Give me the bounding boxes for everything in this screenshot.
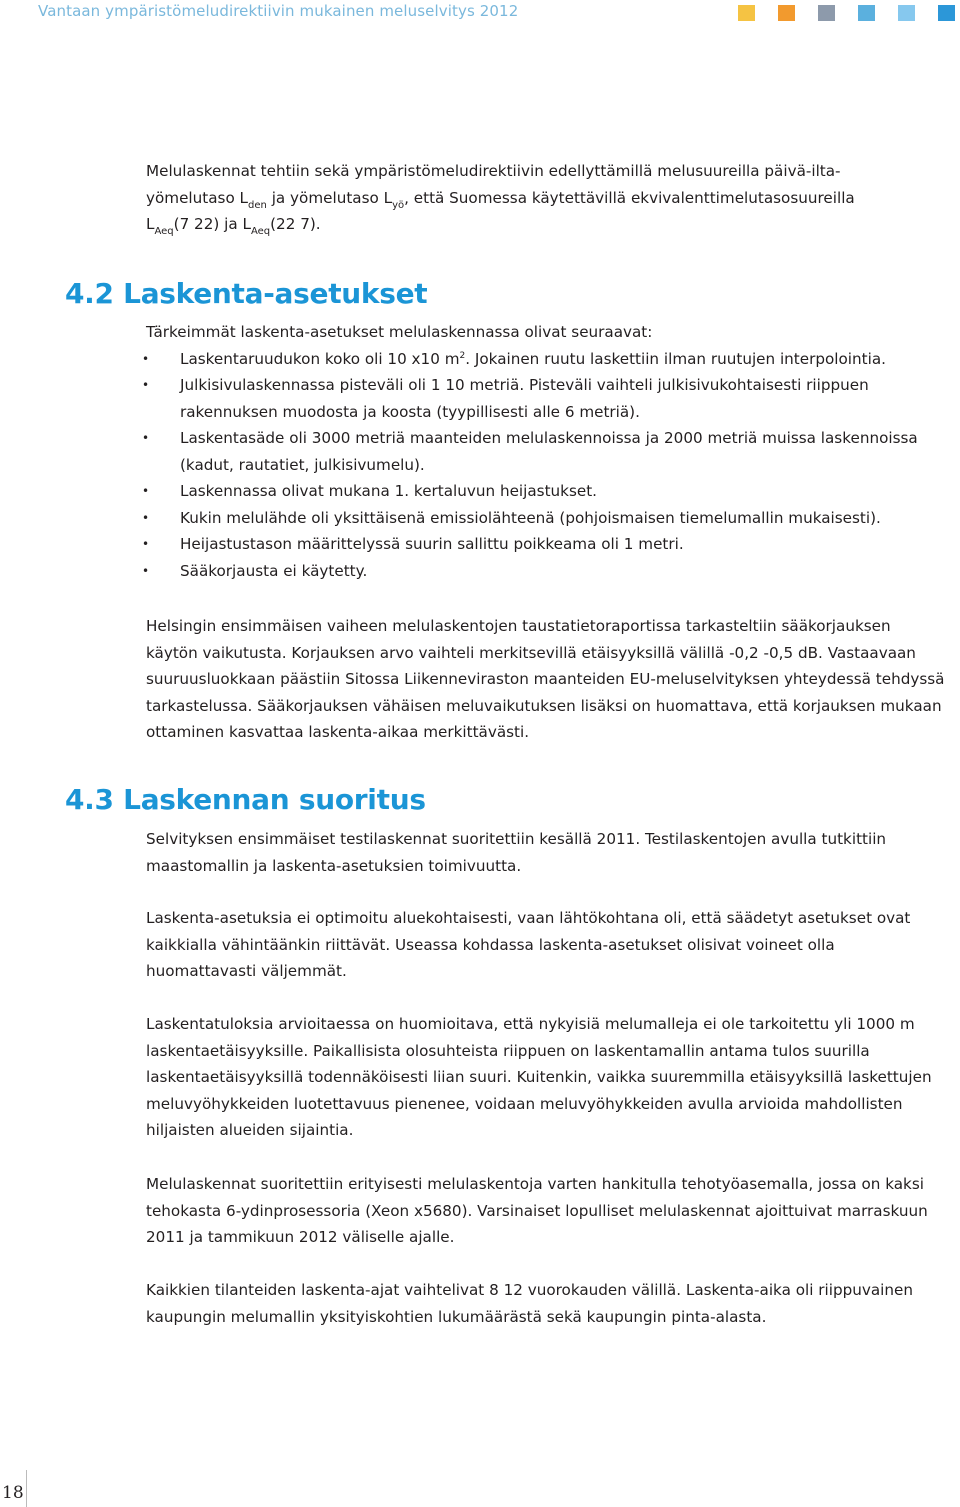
list-item: • Laskentasäde oli 3000 metriä maanteiden melulaskennoissa ja 2000 metriä muissa laskennoissa (kadut, rautatiet, julkisivumelu). [146,425,946,478]
header-square-6 [938,5,955,21]
header-square-2 [778,5,795,21]
paragraph-3: Laskentatuloksia arvioitaessa on huomioitava, että nykyisiä melumalleja ei ole tarkoitettu yli 1000 m laskentaetäisyyksille. Paikallisista olosuhteista riippuen on laskentamallin antama tulos suurilla laskentaetäisyyksillä todennäköisesti liian suuri. Kuitenkin, vaikka suuremmilla etäisyyksillä laskettujen meluvyöhykkeiden luotettavuus pienenee, voidaan meluvyöhykkeiden avulla arvioida mahdollisten hiljaisten alueiden sijaintia. [146,1015,932,1139]
header-square-1 [738,5,755,21]
list-item: • Laskentaruudukon koko oli 10 x10 $m^2$. Jokainen ruutu laskettiin ilman ruutujen interpolointia. [146,346,946,373]
section-heading-4-2: 4.2 Laskenta-asetukset [65,277,428,310]
list-item: • Laskennassa olivat mukana 1. kertaluvun heijastukset. [146,478,946,505]
list-item: • Kukin melulähde oli yksittäisenä emissiolähteenä (pohjoismaisen tiemelumallin mukaisesti). [146,505,946,532]
page-number: 18 [2,1483,24,1503]
list-item: • Heijastustason määrittelyssä suurin sallittu poikkeama oli 1 metri. [146,531,946,558]
paragraph-5: Kaikkien tilanteiden laskenta-ajat vaihtelivat 8 12 vuorokauden välillä. Laskenta-aika oli riippuvainen kaupungin melumallin yksityiskohtien lukumäärästä sekä kaupungin pinta-alasta. [146,1281,913,1326]
page-number-divider [26,1470,27,1507]
header-square-3 [818,5,835,21]
paragraph-4: Melulaskennat suoritettiin erityisesti melulaskentoja varten hankitulla tehotyöasemalla, jossa on kaksi tehokasta 6-ydinprosessoria (Xeon x5680). Varsinaiset lopulliset melulaskennat ajoittuivat marraskuun 2011 ja tammikuun 2012 väliselle ajalle. [146,1175,928,1246]
paragraph-1: Selvityksen ensimmäiset testilaskennat suoritettiin kesällä 2011. Testilaskentojen avulla tutkittiin maastomallin ja laskenta-asetuksien toimivuutta. [146,830,887,875]
section-lead: Tärkeimmät laskenta-asetukset melulaskennassa olivat seuraavat: [146,323,653,341]
list-item: • Julkisivulaskennassa pisteväli oli 1 10 metriä. Pisteväli vaihteli julkisivukohtaisesti riippuen rakennuksen muodosta ja koosta (tyypillisesti alle 6 metriä). [146,372,946,425]
section-4-2-body [146,319,946,584]
header-square-4 [858,5,875,21]
header-color-squares [0,5,960,23]
list-item: • Sääkorjausta ei käytetty. [146,558,946,585]
paragraph-2: Laskenta-asetuksia ei optimoitu aluekohtaisesti, vaan lähtökohtana oli, että säädetyt asetukset ovat kaikkialla vähintäänkin riittävät. Useassa kohdassa laskenta-asetukset olisivat voineet olla huomattavasti väljemmät. [146,909,911,980]
section-heading-4-3: 4.3 Laskennan suoritus [65,783,426,816]
intro-paragraph: Melulaskennat tehtiin sekä ympäristömeludirektiivin edellyttämillä melusuureilla päivä-ilta- yömelutaso $L_{den}$ ja yömelutaso $L_{yö}$, että Suomessa käytettävillä ekvivalenttimelutasosuureilla $L_{Aeq}(7$ 22) ja $L_{Aeq}(22$ 7). [146,162,855,237]
intro-line-1: Melulaskennat tehtiin sekä ympäristömeludirektiivin edellyttämillä melusuureilla päivä-ilta- [146,162,841,180]
weather-correction-paragraph: Helsingin ensimmäisen vaiheen melulaskentojen taustatietoraportissa tarkasteltiin sääkorjauksen käytön vaikutusta. Korjauksen arvo vaihteli merkitsevillä etäisyyksillä välillä -0,2 -0,5 dB. Vastaavaan suuruusluokkaan päästiin Sitossa Liikenneviraston maanteiden EU-meluselvityksen yhteydessä tehdyssä tarkastelussa. Sääkorjauksen vähäisen meluvaikutuksen lisäksi on huomattava, että korjauksen mukaan ottaminen kasvattaa laskenta-aikaa merkittävästi. [146,617,945,741]
running-header-title: Vantaan ympäristömeludirektiivin mukainen meluselvitys 2012 [38,2,519,20]
header-square-5 [898,5,915,21]
settings-list [146,346,946,585]
